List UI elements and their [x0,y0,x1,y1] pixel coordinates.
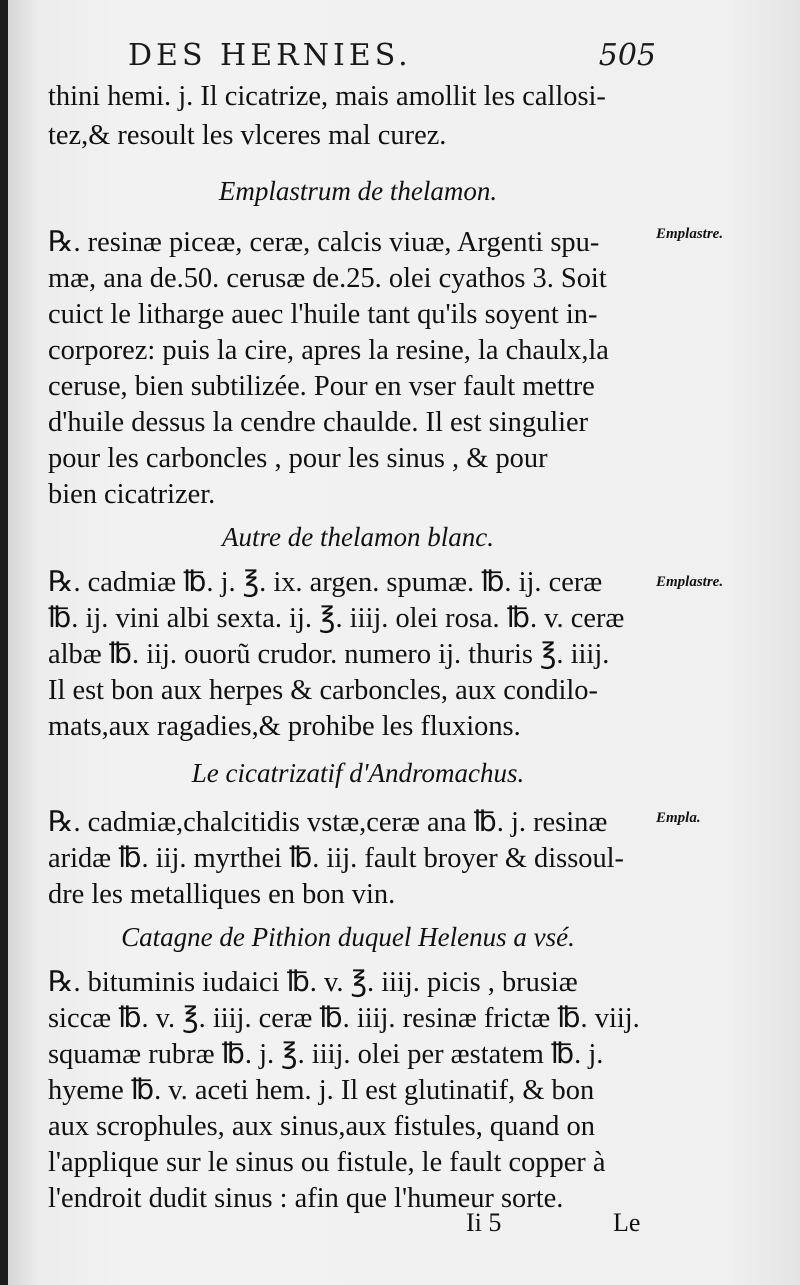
text-line: ℔. ij. vini albi sexta. ij. ℥. iiij. olei rosa. ℔. v. ceræ [48,603,625,634]
running-head: DES HERNIES. [128,38,412,73]
page-number: 505 [598,38,656,73]
text-line: ℞. bituminis iudaici ℔. v. ℥. iiij. picis , brusiæ [48,967,578,998]
text-line: siccæ ℔. v. ℥. iiij. ceræ ℔. iiij. resinæ frictæ ℔. viij. [48,1003,640,1034]
text-line: ceruse, bien subtilizée. Pour en vser fault mettre [48,371,595,402]
margin-note: Empla. [656,810,701,826]
text-line: mæ, ana de.50. cerusæ de.25. olei cyathos 3. Soit [48,263,607,294]
text-line: thini hemi. j. Il cicatrize, mais amollit les callosi- [48,81,606,112]
section-heading: Le cicatrizatif d'Andromachus. [191,758,525,788]
book-page [8,0,800,1285]
text-line: ℞. cadmiæ,chalcitidis vstæ,ceræ ana ℔. j. resinæ [48,807,608,838]
text-line: bien cicatrizer. [48,479,216,510]
text-line: aux scrophules, aux sinus,aux fistules, quand on [48,1111,595,1142]
margin-note: Emplastre. [656,226,724,242]
text-line: ℞. cadmiæ ℔. j. ℥. ix. argen. spumæ. ℔. ij. ceræ [48,567,603,598]
section-heading: Catagne de Pithion duquel Helenus a vsé. [121,922,575,952]
text-line: d'huile dessus la cendre chaulde. Il est singulier [48,407,589,438]
margin-note: Emplastre. [656,574,724,590]
text-line: l'endroit dudit sinus : afin que l'humeur sorte. [48,1183,564,1214]
text-line: ℞. resinæ piceæ, ceræ, calcis viuæ, Argenti spu- [48,227,600,258]
section-heading: Emplastrum de thelamon. [218,176,498,206]
text-line: Il est bon aux herpes & carboncles, aux condilo- [48,675,598,706]
text-line: mats,aux ragadies,& prohibe les fluxions. [48,711,521,742]
text-line: corporez: puis la cire, apres la resine, la chaulx,la [48,335,609,366]
text-line: tez,& resoult les vlceres mal curez. [48,120,447,151]
text-line: aridæ ℔. iij. myrthei ℔. iij. fault broyer & dissoul- [48,843,625,874]
text-line: hyeme ℔. v. aceti hem. j. Il est glutinatif, & bon [48,1075,595,1106]
text-line: dre les metalliques en bon vin. [48,879,396,910]
signature-mark: Ii 5 [466,1208,502,1237]
section-heading: Autre de thelamon blanc. [222,522,494,552]
text-line: cuict le litharge auec l'huile tant qu'ils soyent in- [48,299,598,330]
catchword: Le [613,1208,641,1237]
text-line: l'applique sur le sinus ou fistule, le fault copper à [48,1147,606,1178]
text-line: squamæ rubræ ℔. j. ℥. iiij. olei per æstatem ℔. j. [48,1039,604,1070]
text-line: pour les carboncles , pour les sinus , & pour [48,443,548,474]
text-line: albæ ℔. iij. ouorũ crudor. numero ij. thuris ℥. iiij. [48,639,610,670]
